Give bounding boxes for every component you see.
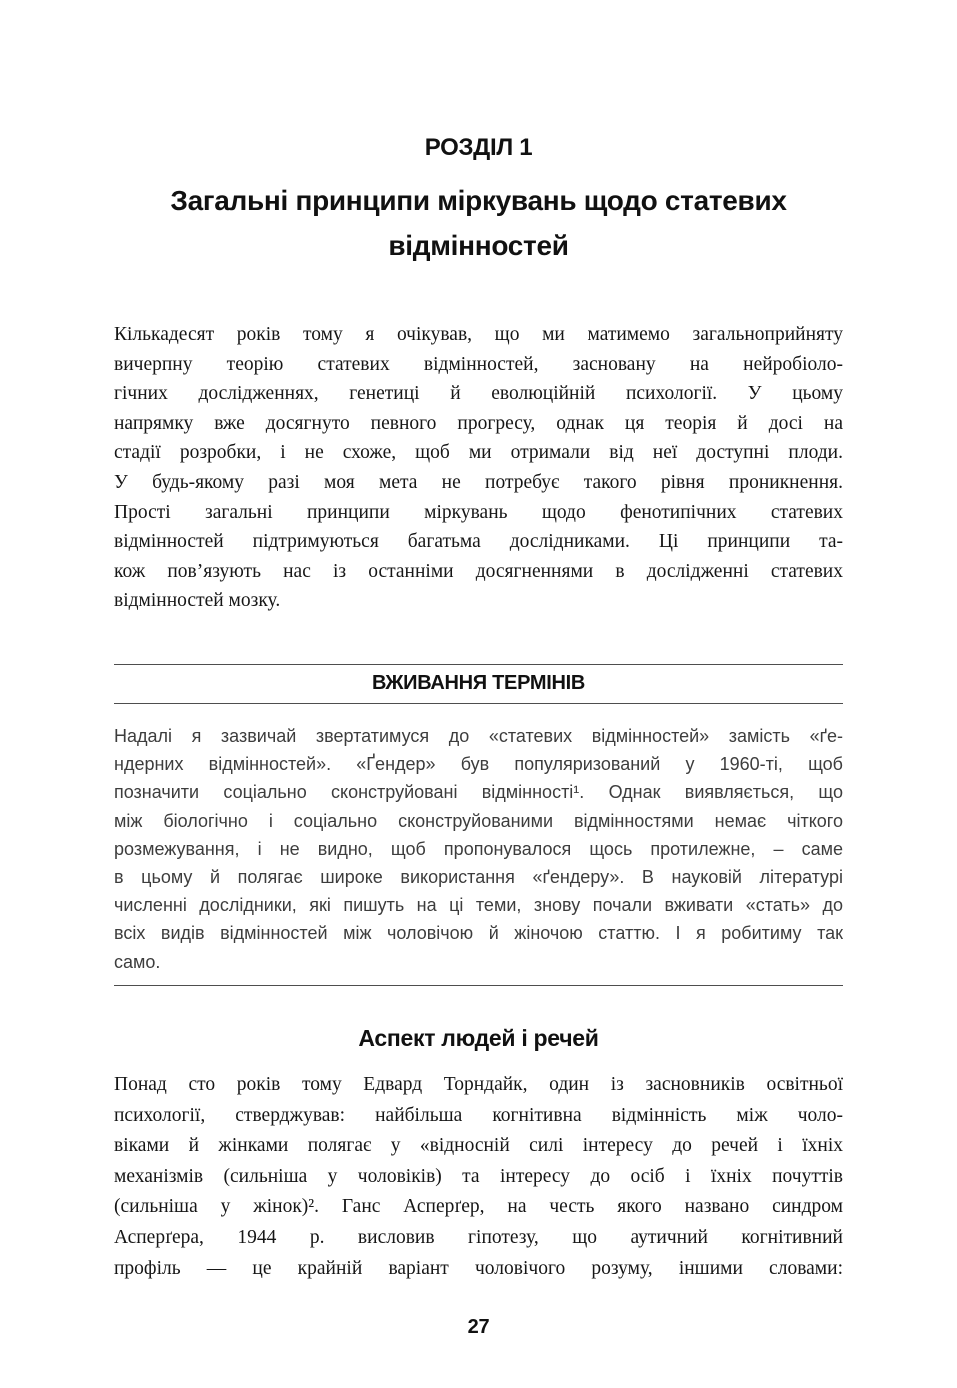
- text-line: численні дослідники, які пишуть на ці теми, знову почали вживати «стать» до: [114, 895, 843, 916]
- terms-section-heading-divider: [114, 703, 843, 704]
- text-line: між біологічно і соціально сконструйованими відмінностями немає чіткого: [114, 810, 843, 831]
- terms-section-bottom-divider: [114, 985, 843, 986]
- aspect-section-heading: Аспект людей і речей: [358, 1025, 599, 1051]
- text-line: відмінностей підтримуються багатьма дослідниками. Ці принципи та-: [114, 531, 843, 553]
- text-line: позначити соціально сконструйовані відмінності¹. Однак виявляється, що: [114, 782, 843, 803]
- text-line: напрямку вже досягнуто певного прогресу, однак ця теорія й досі на: [114, 412, 843, 434]
- text-line: в цьому й полягає широке використання «ґендеру». В науковій літературі: [114, 866, 843, 887]
- text-line: Прості загальні принципи міркувань щодо фенотипічних статевих: [114, 501, 843, 523]
- text-line: ндерних відмінностей». «Ґендер» був популяризований у 1960-ті, щоб: [114, 754, 843, 775]
- text-line: розмежування, і не видно, щоб пропонувалося щось протилежне, – саме: [114, 838, 843, 859]
- text-line: механізмів (сильніша у чоловіків) та інтересу до осіб і їхніх почуттів: [114, 1165, 843, 1187]
- text-line: психології, стверджував: найбільша когнітивна відмінність між чоло-: [114, 1104, 843, 1126]
- terms-section-top-divider: [114, 664, 843, 665]
- text-line: (сильніша у жінок)². Ганс Асперґер, на честь якого названо синдром: [114, 1196, 843, 1218]
- text-line: Надалі я зазвичай звертатимуся до «статевих відмінностей» замість «ґе-: [114, 726, 843, 746]
- aspect-paragraph: [114, 1070, 843, 1284]
- page-number: 27: [467, 1316, 490, 1338]
- text-line: Кількадесят років тому я очікував, що ми матимемо загальноприйняту: [114, 324, 843, 345]
- text-line: всіх видів відмінностей між чоловічою й жіночою статтю. І я робитиму так: [114, 923, 843, 944]
- text-line: Асперґера, 1944 р. висловив гіпотезу, що аутичний когнітивний: [114, 1226, 843, 1248]
- chapter-title-line-1: Загальні принципи міркувань щодо статевих: [170, 185, 787, 216]
- text-line: віками й жінками полягає у «відносній силі інтересу до речей і їхніх: [114, 1135, 843, 1157]
- text-line: профіль — це крайній варіант чоловічого розуму, іншими словами:: [114, 1257, 843, 1279]
- text-line: само.: [114, 951, 161, 972]
- text-line: кож пов’язують нас із останніми досягненнями в дослідженні статевих: [114, 560, 843, 582]
- text-line: стадії розробки, і не схоже, щоб ми отримали від неї доступні плоди.: [114, 442, 843, 464]
- chapter-title: [114, 178, 843, 268]
- text-line: відмінностей мозку.: [114, 590, 281, 612]
- terms-paragraph: [114, 722, 843, 976]
- chapter-label: РОЗДІЛ 1: [424, 134, 533, 161]
- text-line: гічних дослідженнях, генетиці й еволюційній психології. У цьому: [114, 383, 843, 405]
- intro-paragraph: [114, 320, 843, 616]
- chapter-title-line-2: відмінностей: [388, 230, 569, 261]
- text-line: У будь-якому разі моя мета не потребує такого рівня проникнення.: [114, 471, 843, 493]
- terms-section-heading: ВЖИВАННЯ ТЕРМІНІВ: [371, 672, 586, 694]
- text-line: Понад сто років тому Едвард Торндайк, один із засновників освітньої: [114, 1074, 843, 1095]
- text-line: вичерпну теорію статевих відмінностей, засновану на нейробіоло-: [114, 353, 843, 375]
